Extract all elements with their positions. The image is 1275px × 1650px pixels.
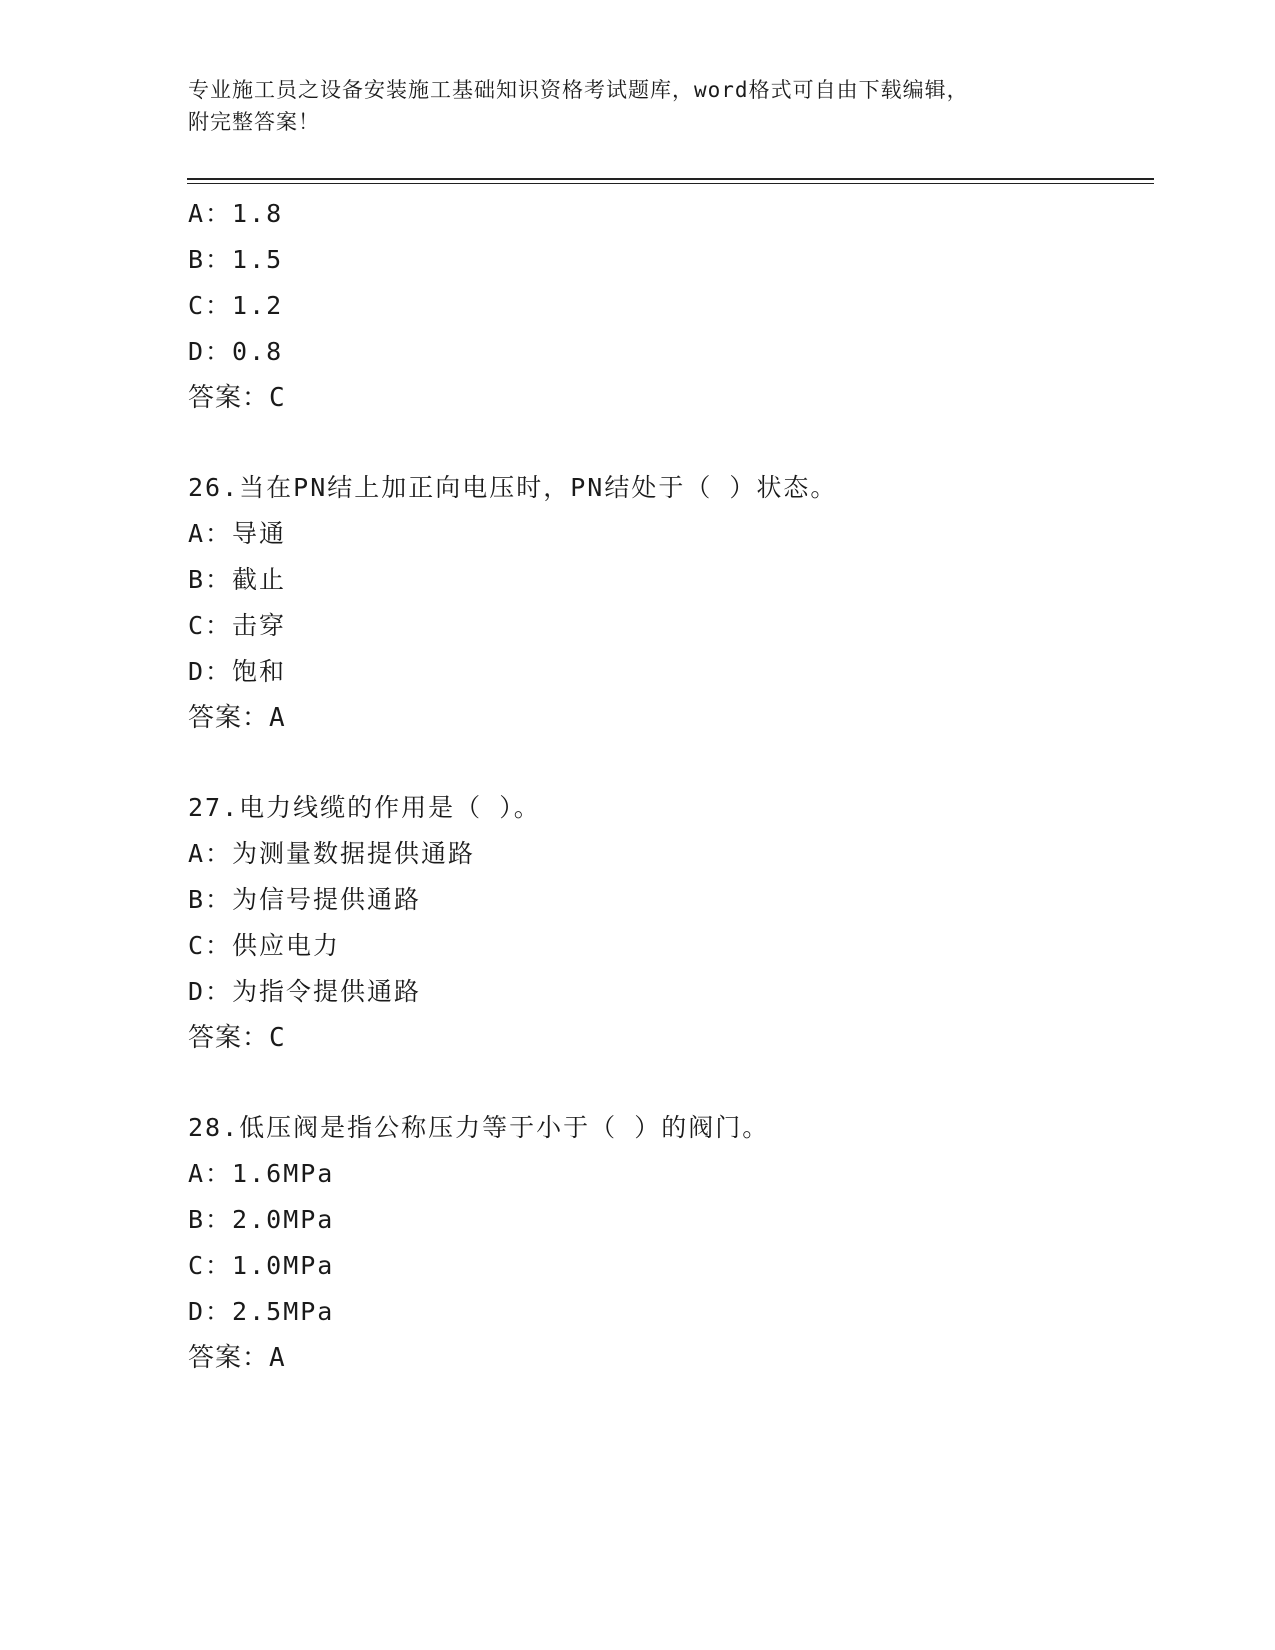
question-text: 28.低压阀是指公称压力等于小于（ ）的阀门。	[188, 1113, 770, 1142]
option-d: D：饱和	[188, 657, 287, 686]
option-d: D：0.8	[188, 337, 284, 366]
answer-line: 答案：C	[188, 1023, 286, 1053]
question-block-26	[188, 465, 1148, 741]
spacer	[188, 1061, 1148, 1105]
answer-line: 答案：C	[188, 383, 286, 413]
spacer	[188, 741, 1148, 785]
option-b: B：为信号提供通路	[188, 885, 422, 914]
option-a: A：1.6MPa	[188, 1159, 335, 1188]
answer-line: 答案：A	[188, 1343, 286, 1373]
option-a: A：导通	[188, 519, 287, 548]
option-d: D：2.5MPa	[188, 1297, 335, 1326]
option-c: C：1.0MPa	[188, 1251, 335, 1280]
header-line-2: 附完整答案！	[188, 110, 320, 134]
answer-line: 答案：A	[188, 703, 286, 733]
header-divider	[187, 178, 1154, 184]
question-text: 26.当在PN结上加正向电压时，PN结处于（ ）状态。	[188, 473, 838, 502]
question-block-25	[188, 191, 1148, 421]
option-c: C：1.2	[188, 291, 284, 320]
option-c: C：击穿	[188, 611, 287, 640]
question-list	[188, 191, 1148, 1381]
option-b: B：2.0MPa	[188, 1205, 335, 1234]
question-text: 27.电力线缆的作用是（ ）。	[188, 793, 541, 822]
question-block-28	[188, 1105, 1148, 1381]
option-c: C：供应电力	[188, 931, 341, 960]
option-d: D：为指令提供通路	[188, 977, 422, 1006]
header-line-1: 专业施工员之设备安装施工基础知识资格考试题库，word格式可自由下载编辑，	[188, 78, 969, 102]
option-a: A：为测量数据提供通路	[188, 839, 476, 868]
option-b: B：1.5	[188, 245, 284, 274]
spacer	[188, 421, 1148, 465]
question-block-27	[188, 785, 1148, 1061]
option-b: B：截止	[188, 565, 287, 594]
option-a: A：1.8	[188, 199, 284, 228]
document-header	[188, 74, 1088, 138]
